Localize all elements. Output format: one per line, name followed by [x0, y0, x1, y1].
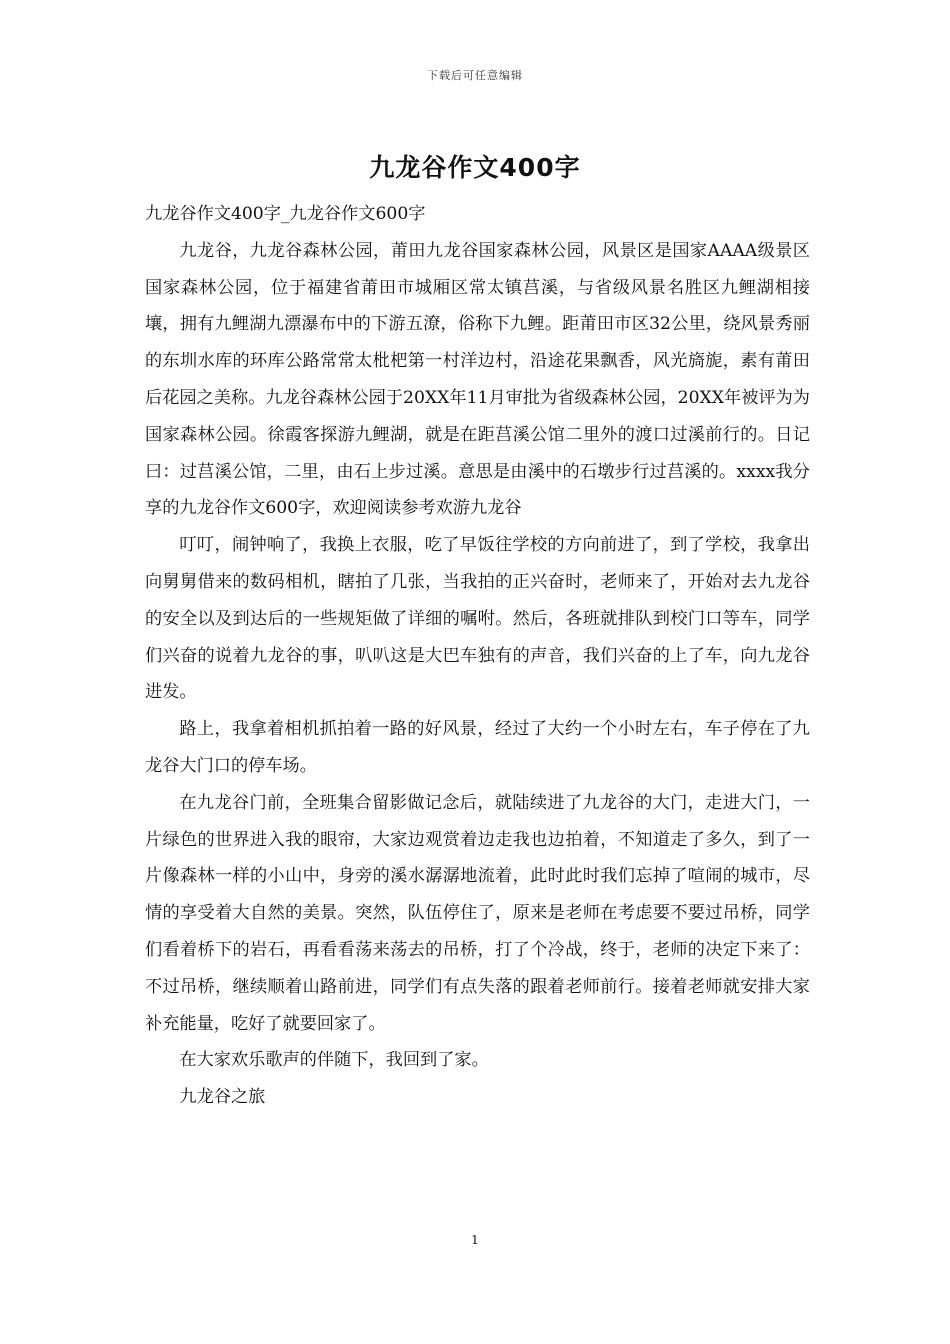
document-subtitle: 九龙谷作文400字_九龙谷作文600字	[145, 204, 426, 224]
paragraph-intro: 九龙谷，九龙谷森林公园，莆田九龙谷国家森林公园，风景区是国家AAAA级景区国家森林公园，位于福建省莆田市城厢区常太镇莒溪，与省级风景名胜区九鲤湖相接壤，拥有九鲤湖九漂瀑布中的下游五潦，俗称下九鲤。距莆田市区32公里，绕风景秀丽的东圳水库的环库公路常常太枇杷第一村洋边村，沿途花果飘香，风光旖旎，素有莆田后花园之美称。九龙谷森林公园于20XX年11月审批为省级森林公园，20XX年被评为为国家森林公园。徐霞客探游九鲤湖，就是在距莒溪公馆二里外的渡口过溪前行的。日记曰：过莒溪公馆，二里，由石上步过溪。意思是由溪中的石墩步行过莒溪的。xxxx我分享的九龙谷作文600字，欢迎阅读参考欢游九龙谷	[145, 240, 810, 519]
page-header-note: 下载后可任意编辑	[427, 69, 523, 82]
paragraph-return: 在大家欢乐歌声的伴随下，我回到了家。	[179, 1050, 489, 1071]
page-number: 1	[471, 1233, 479, 1247]
paragraph-closing-title: 九龙谷之旅	[179, 1087, 266, 1108]
paragraph-park: 在九龙谷门前，全班集合留影做记念后，就陆续进了九龙谷的大门，走进大门，一片绿色的世界进入我的眼帘，大家边观赏着边走我也边拍着，不知道走了多久，到了一片像森林一样的小山中，身旁的溪水潺潺地流着，此时此时我们忘掉了喧闹的城市，尽情的享受着大自然的美景。突然，队伍停住了，原来是老师在考虑要不要过吊桥，同学们看着桥下的岩石，再看看荡来荡去的吊桥，打了个冷战，终于，老师的决定下来了：不过吊桥，继续顺着山路前进，同学们有点失落的跟着老师前行。接着老师就安排大家补充能量，吃好了就要回家了。	[145, 792, 810, 1034]
document-body	[145, 196, 810, 1116]
document-title: 九龙谷作文400字	[369, 153, 581, 182]
paragraph-road: 路上，我拿着相机抓拍着一路的好风景，经过了大约一个小时左右，车子停在了九龙谷大门口的停车场。	[145, 719, 810, 776]
paragraph-morning: 叮叮，闹钟响了，我换上衣服，吃了早饭往学校的方向前进了，到了学校，我拿出向舅舅借来的数码相机，瞎拍了几张，当我拍的正兴奋时，老师来了，开始对去九龙谷的安全以及到达后的一些规矩做了详细的嘱咐。然后，各班就排队到校门口等车，同学们兴奋的说着九龙谷的事，叭叭这是大巴车独有的声音，我们兴奋的上了车，向九龙谷进发。	[145, 535, 810, 703]
